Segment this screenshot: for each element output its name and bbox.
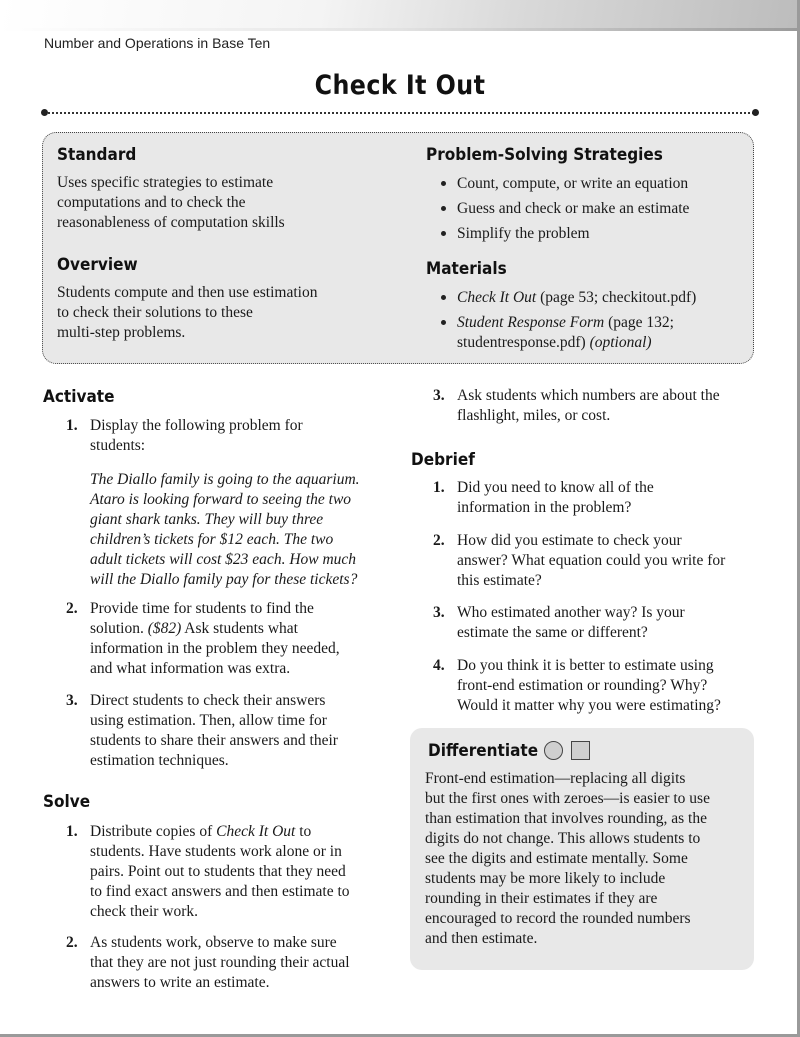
problem-line: giant shark tanks. They will buy three: [90, 511, 324, 528]
material-title: Student Response Form: [457, 314, 605, 331]
diff-line: and then estimate.: [425, 930, 538, 947]
bullet-icon: [441, 231, 446, 236]
problem-line: children’s tickets for $12 each. The two: [90, 531, 334, 548]
overview-line: multi-step problems.: [57, 324, 186, 341]
strategy-text: Count, compute, or write an equation: [457, 175, 689, 192]
activate-heading: Activate: [43, 387, 115, 407]
item-text: [457, 386, 720, 426]
problem-line: The Diallo family is going to the aquarium.: [90, 471, 360, 488]
item-line: Would it matter why you were estimating?: [457, 697, 721, 714]
item-line: estimation techniques.: [90, 752, 229, 769]
item-line: answer? What equation could you write for: [457, 552, 726, 569]
item-line: Display the following problem for: [90, 417, 303, 434]
answer-value: ($82): [147, 620, 182, 637]
overview-line: Students compute and then use estimation: [57, 284, 318, 301]
problem-line: Ataro is looking forward to seeing the two: [90, 491, 352, 508]
bullet-icon: [441, 206, 446, 211]
material-title: Check It Out: [457, 289, 537, 306]
activity-title: Check It Out: [216, 823, 296, 840]
strategy-text: Guess and check or make an estimate: [457, 200, 690, 217]
strategy-text: Simplify the problem: [457, 225, 590, 242]
item-number: 2.: [66, 934, 78, 951]
problem-line: will the Diallo family pay for these tickets?: [90, 571, 358, 588]
divider-dot-left: [41, 109, 48, 116]
diff-line: students may be more likely to include: [425, 870, 666, 887]
item-line: [90, 619, 340, 639]
item-line: answers to write an estimate.: [90, 974, 270, 991]
item-line: using estimation. Then, allow time for: [90, 712, 327, 729]
item-number: 3.: [66, 692, 78, 709]
materials-heading: Materials: [426, 259, 507, 279]
item-line: this estimate?: [457, 572, 542, 589]
item-line: estimate the same or different?: [457, 624, 648, 641]
optional-note: (optional): [589, 334, 652, 351]
item-line: As students work, observe to make sure: [90, 934, 337, 951]
circle-icon: [544, 741, 563, 760]
list-item: [437, 199, 689, 219]
solve-heading: Solve: [43, 792, 91, 812]
item-line: information in the problem they needed,: [90, 640, 340, 657]
list-item: [437, 224, 689, 244]
item-number: 4.: [433, 657, 445, 674]
item-line: Who estimated another way? Is your: [457, 604, 685, 621]
item-number: 2.: [66, 600, 78, 617]
standard-text: [57, 173, 285, 233]
item-line: front-end estimation or rounding? Why?: [457, 677, 708, 694]
diff-line: than estimation that involves rounding, as the: [425, 810, 707, 827]
text-run: Distribute copies of: [90, 823, 217, 840]
overview-text: [57, 283, 317, 343]
item-text: [90, 933, 350, 993]
diff-line: rounding in their estimates if they are: [425, 890, 658, 907]
material-detail: (page 132;: [604, 314, 674, 331]
item-line: and what information was extra.: [90, 660, 291, 677]
list-item: [437, 313, 696, 353]
standard-line: reasonableness of computation skills: [57, 214, 285, 231]
page-title: Check It Out: [314, 70, 486, 101]
diff-line: see the digits and estimate mentally. Some: [425, 850, 688, 867]
item-line: to find exact answers and then estimate to: [90, 883, 350, 900]
top-band-edge: [0, 28, 800, 31]
item-number: 1.: [66, 823, 78, 840]
debrief-heading: Debrief: [411, 450, 475, 470]
overview-heading: Overview: [57, 255, 138, 275]
item-line: Did you need to know all of the: [457, 479, 654, 496]
item-line: How did you estimate to check your: [457, 532, 682, 549]
bullet-icon: [441, 295, 446, 300]
standard-heading: Standard: [57, 145, 137, 165]
material-detail: studentresponse.pdf): [457, 334, 590, 351]
item-number: 2.: [433, 532, 445, 549]
item-number: 1.: [66, 417, 78, 434]
word-problem: [90, 470, 360, 590]
text-run: solution.: [90, 620, 148, 637]
item-line: Provide time for students to find the: [90, 600, 314, 617]
item-text: [90, 822, 350, 922]
diff-line: encouraged to record the rounded numbers: [425, 910, 691, 927]
materials-list: [437, 288, 696, 358]
item-line: Do you think it is better to estimate using: [457, 657, 714, 674]
item-line: [90, 822, 350, 842]
strategies-list: [437, 174, 689, 249]
differentiate-heading: Differentiate: [428, 741, 539, 761]
item-line: students:: [90, 437, 146, 454]
item-number: 3.: [433, 387, 445, 404]
item-line: that they are not just rounding their actual: [90, 954, 350, 971]
item-text: [90, 599, 340, 679]
item-line: pairs. Point out to students that they need: [90, 863, 346, 880]
item-number: 1.: [433, 479, 445, 496]
item-number: 3.: [433, 604, 445, 621]
item-line: check their work.: [90, 903, 199, 920]
item-line: Direct students to check their answers: [90, 692, 326, 709]
item-text: [457, 478, 654, 518]
item-line: flashlight, miles, or cost.: [457, 407, 611, 424]
title-divider: [44, 112, 758, 114]
item-line: information in the problem?: [457, 499, 632, 516]
item-text: [457, 603, 685, 643]
item-line: Ask students which numbers are about the: [457, 387, 720, 404]
item-text: [90, 416, 303, 456]
standard-line: computations and to check the: [57, 194, 246, 211]
problem-line: adult tickets will cost $23 each. How much: [90, 551, 357, 568]
standard-line: Uses specific strategies to estimate: [57, 174, 274, 191]
bullet-icon: [441, 320, 446, 325]
square-icon: [571, 741, 590, 760]
material-detail: (page 53; checkitout.pdf): [536, 289, 697, 306]
differentiate-text: [425, 769, 710, 949]
bullet-icon: [441, 181, 446, 186]
list-item: [437, 288, 696, 308]
divider-dot-right: [752, 109, 759, 116]
strategies-heading: Problem-Solving Strategies: [426, 145, 663, 165]
diff-line: Front-end estimation—replacing all digits: [425, 770, 686, 787]
diff-line: digits do not change. This allows students to: [425, 830, 701, 847]
item-text: [90, 691, 338, 771]
item-line: students to share their answers and their: [90, 732, 338, 749]
list-item: [437, 174, 689, 194]
subject-header: Number and Operations in Base Ten: [44, 35, 271, 51]
top-gradient-band: [0, 0, 800, 30]
item-text: [457, 531, 725, 591]
overview-line: to check their solutions to these: [57, 304, 253, 321]
item-line: students. Have students work alone or in: [90, 843, 342, 860]
diff-line: but the first ones with zeroes—is easier to use: [425, 790, 710, 807]
text-run: to: [295, 823, 312, 840]
text-run: Ask students what: [181, 620, 298, 637]
item-text: [457, 656, 721, 716]
